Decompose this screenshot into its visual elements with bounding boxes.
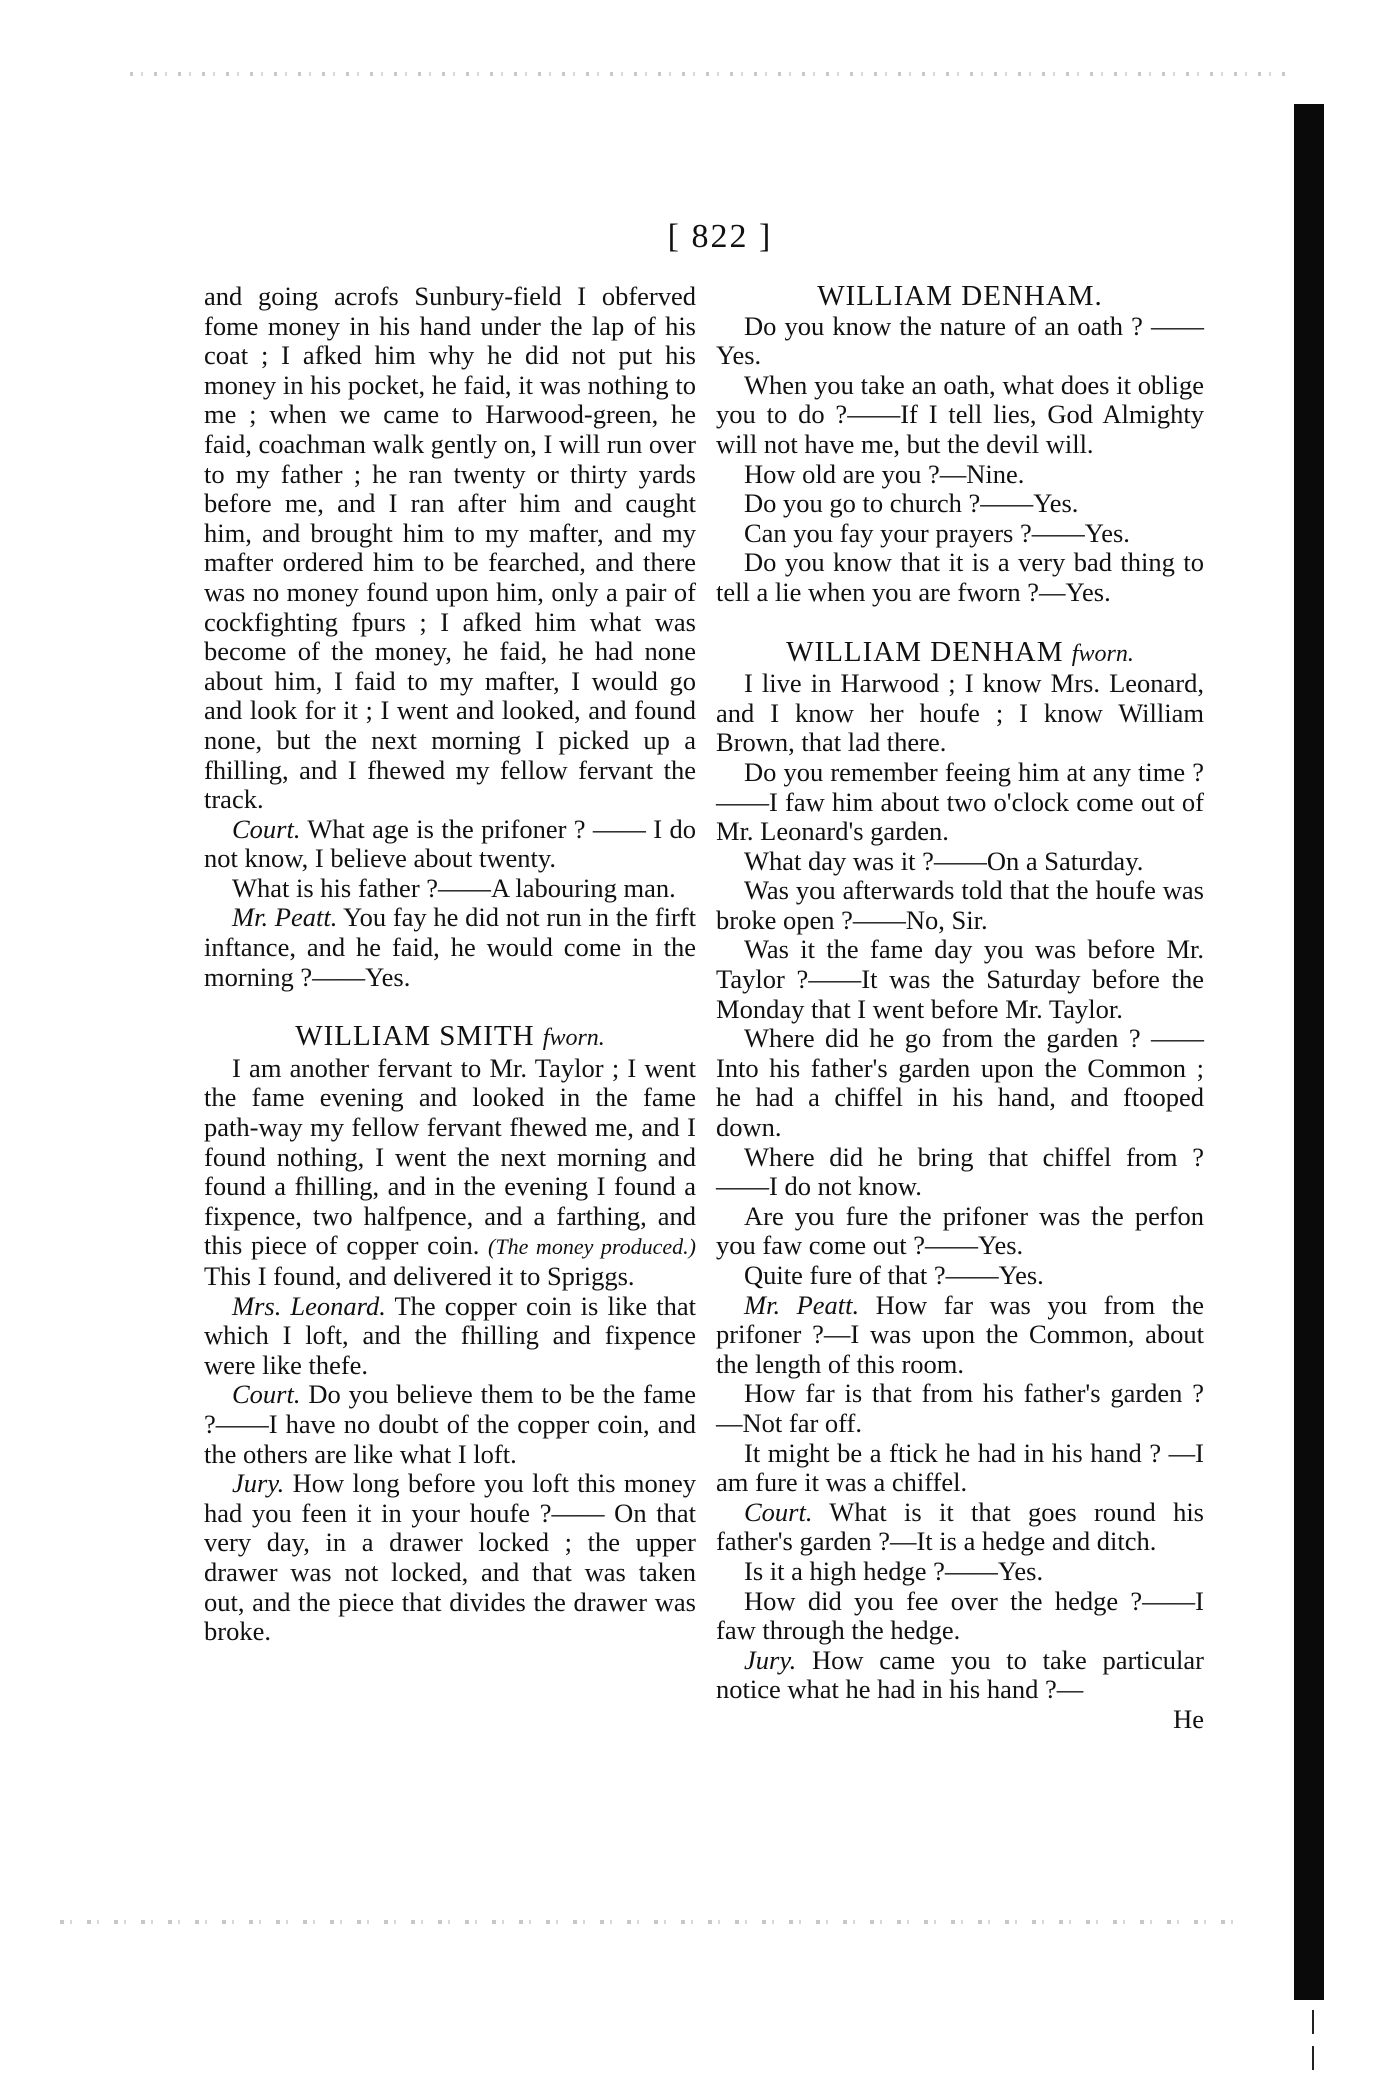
- paragraph: Where did he bring that chiffel from ? ——I do not know.: [716, 1141, 1204, 1202]
- speaker-label: Jury.: [744, 1644, 797, 1675]
- speaker-label: Court.: [232, 813, 301, 844]
- paragraph-text: How long before you loft this money had you feen it in your houfe ?—— On that very day, in a drawer locked ; the upper drawer was not locked, and that was taken out, and the piece that divides the drawer was broke.: [204, 1468, 696, 1647]
- paragraph: [204, 815, 696, 874]
- binding-shadow: [1294, 104, 1324, 2000]
- paragraph: Quite fure of that ?——Yes.: [744, 1260, 1044, 1290]
- paragraph: Was you afterwards told that the houfe was broke open ?——No, Sir.: [716, 875, 1204, 935]
- paragraph: It might be a ftick he had in his hand ? —I am fure it was a chiffel.: [716, 1437, 1204, 1498]
- paragraph: [204, 1469, 696, 1647]
- paragraph: I live in Harwood ; I know Mrs. Leonard, and I know her houfe ; I know William Brown, that lad there.: [716, 668, 1204, 758]
- paragraph-text: I am another fervant to Mr. Taylor ; I went the fame evening and looked in the fame path-way my fellow fervant fhewed me, and I found nothing, I went the next morning and found a fhilling, and in the evening I found a fixpence, two halfpence, and a farthing, and this piece of copper coin.: [204, 1052, 696, 1261]
- paragraph: When you take an oath, what does it oblige you to do ?——If I tell lies, God Almighty will not have me, but the devil will.: [716, 369, 1204, 459]
- witness-name: WILLIAM SMITH: [295, 1020, 535, 1053]
- paragraph: Are you fure the prifoner was the perfon you faw come out ?——Yes.: [716, 1200, 1204, 1261]
- paragraph: [204, 1292, 696, 1381]
- speaker-label: Court.: [232, 1379, 301, 1410]
- paragraph: Can you fay your prayers ?——Yes.: [744, 517, 1130, 548]
- paragraph: Do you remember feeing him at any time ?——I faw him about two o'clock come out of Mr. Leonard's garden.: [716, 756, 1204, 847]
- paragraph: How did you fee over the hedge ?——I faw through the hedge.: [716, 1585, 1204, 1646]
- spacer: [716, 608, 1204, 638]
- right-column: [716, 282, 1204, 1735]
- paragraph-text: The copper coin is like that which I loft, and the fhilling and fixpence were like thefe.: [204, 1290, 697, 1380]
- paragraph-text: Do you believe them to be the fame ?——I have no doubt of the copper coin, and the others are like what I loft.: [204, 1379, 696, 1469]
- sworn-label: fworn.: [1071, 640, 1134, 667]
- paragraph: What is his father ?——A labouring man.: [232, 872, 676, 903]
- section-heading: [204, 1022, 696, 1054]
- paragraph: [204, 1380, 696, 1469]
- paragraph: Was it the fame day you was before Mr. Taylor ?——It was the Saturday before the Monday that I went before Mr. Taylor.: [716, 934, 1204, 1024]
- paragraph-text: You fay he did not run in the firft inftance, and he faid, he would come in the morning ?——Yes.: [204, 902, 696, 992]
- left-column: [204, 282, 696, 1647]
- stage-note: (The money produced.): [488, 1234, 697, 1260]
- paragraph: Do you go to church ?——Yes.: [744, 488, 1079, 519]
- scan-noise-bottom: [60, 1920, 1240, 1924]
- page-number: [ 822 ]: [667, 218, 773, 255]
- scan-noise-top: [130, 72, 1290, 76]
- paragraph-text: How far was you from the prifoner ?—I was upon the Common, about the length of this room.: [716, 1289, 1204, 1379]
- speaker-label: Mrs. Leonard.: [232, 1290, 386, 1321]
- binding-mark: [1312, 2046, 1314, 2070]
- paragraph: How far is that from his father's garden ?—Not far off.: [716, 1378, 1204, 1438]
- paragraph: Where did he go from the garden ? —— Into his father's garden upon the Common ; he had a chiffel in his hand, and ftooped down.: [716, 1023, 1204, 1143]
- catchword: He: [1173, 1703, 1204, 1734]
- paragraph: [716, 1646, 1204, 1705]
- paragraph-text: What age is the prifoner ? —— I do not know, I believe about twenty.: [204, 813, 696, 874]
- section-heading: [716, 635, 1204, 670]
- speaker-label: Jury.: [232, 1468, 285, 1499]
- speaker-label: Court.: [744, 1496, 813, 1527]
- section-heading: WILLIAM DENHAM.: [817, 280, 1103, 312]
- paragraph: and going acrofs Sunbury-field I obferved fome money in his hand under the lap of his coat ; I afked him why he did not put his money in his pocket, he faid, it was nothing to me ; when we came to Harwood-green, he faid, coachman walk gently on, I will run over to my father ; he ran twenty or thirty yards before me, and I ran after him and caught him, and brought him to my mafter, and my mafter ordered him to be fearched, and there was no money found upon him, only a pair of cockfighting fpurs ; I afked him what was become of the money, he faid, he had none about him, I faid to my mafter, I would go and look for it ; I went and looked, and found none, but the next morning I picked up a fhilling, and I fhewed my fellow fervant the track.: [204, 281, 696, 815]
- paragraph: Do you know that it is a very bad thing to tell a lie when you are fworn ?—Yes.: [716, 547, 1204, 607]
- speaker-label: Mr. Peatt.: [744, 1289, 860, 1320]
- paragraph-text: This I found, and delivered it to Spriggs.: [204, 1261, 635, 1291]
- paragraph: How old are you ?—Nine.: [744, 458, 1025, 489]
- paragraph: [716, 1291, 1204, 1380]
- binding-mark: [1312, 2010, 1314, 2034]
- paragraph: What day was it ?——On a Saturday.: [744, 845, 1144, 876]
- paragraph: Is it a high hedge ?——Yes.: [744, 1555, 1044, 1586]
- paragraph: [204, 903, 696, 992]
- spacer: [204, 992, 696, 1022]
- paragraph-text: What is it that goes round his father's garden ?—It is a hedge and ditch.: [716, 1496, 1204, 1557]
- speaker-label: Mr. Peatt.: [232, 902, 338, 933]
- sworn-label: fworn.: [542, 1025, 605, 1052]
- paragraph: Do you know the nature of an oath ? ——Yes.: [716, 310, 1204, 371]
- paragraph: [204, 1054, 696, 1292]
- witness-name: WILLIAM DENHAM: [786, 635, 1064, 668]
- paragraph: [716, 1498, 1204, 1557]
- paragraph-text: How came you to take particular notice what he had in his hand ?—: [716, 1644, 1204, 1705]
